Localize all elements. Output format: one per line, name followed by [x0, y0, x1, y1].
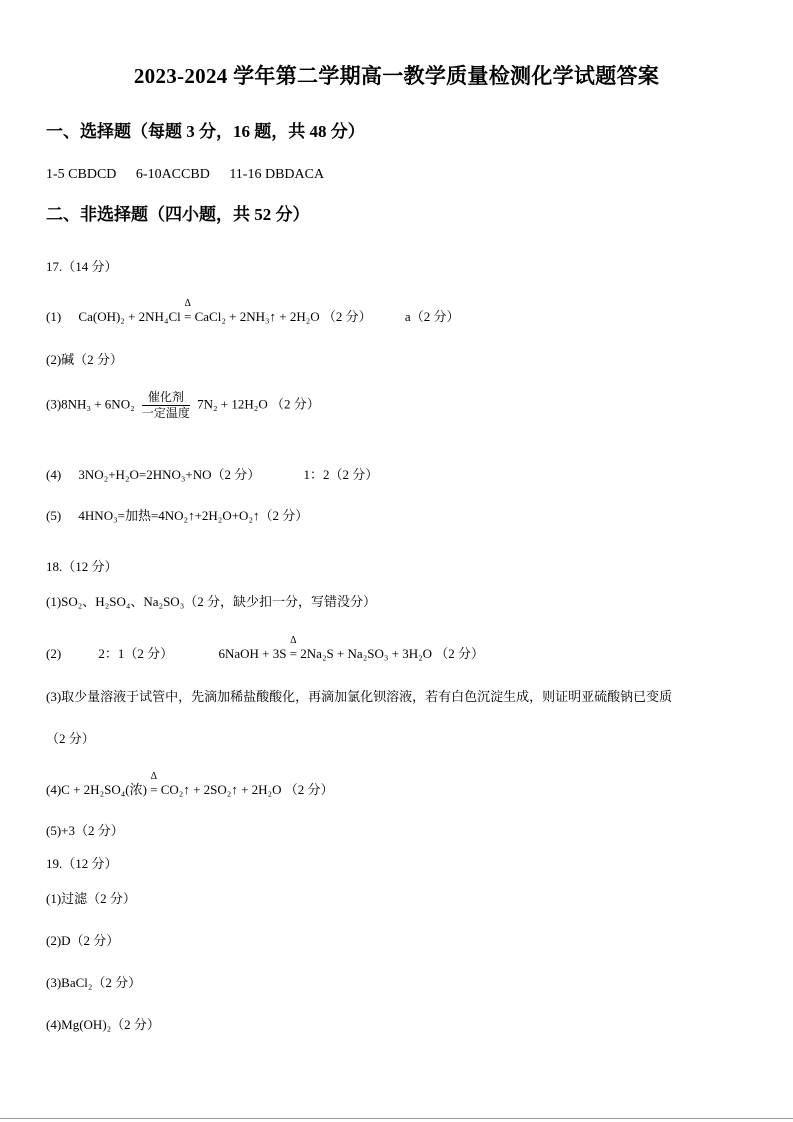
q18-part4-score: （2 分）	[284, 782, 334, 797]
q18-part2	[46, 635, 485, 662]
q19-part4: (4)Mg(OH)₂（2 分）	[46, 1017, 160, 1032]
q18-part2-ratio: 2：1（2 分）	[98, 646, 174, 661]
section1-heading: 一、选择题（每题 3 分，16 题，共 48 分）	[46, 122, 365, 141]
delta-symbol: Δ	[150, 771, 158, 782]
q18-part4-eq-sign: Δ =	[150, 771, 158, 797]
q18-part4-eq-right: CO₂↑ + 2SO₂↑ + 2H₂O	[160, 782, 282, 797]
q17-part1	[46, 298, 460, 325]
q18-part3-line1: (3)取少量溶液于试管中，先滴加稀盐酸酸化，再滴加氯化钡溶液，若有白色沉淀生成，则证明亚硫酸钠已变质	[46, 689, 673, 704]
page-title: 2023-2024 学年第二学期高一教学质量检测化学试题答案	[133, 64, 660, 88]
q17-part2: (2)碱（2 分）	[46, 352, 123, 367]
mcq-answer-11-16: 11-16 DBDACA	[229, 167, 325, 182]
q17-part1-score: （2 分）	[322, 309, 372, 324]
condition-temperature: 一定温度	[141, 406, 190, 420]
q17-part4-extra: 1：2（2 分）	[303, 467, 379, 482]
condition-catalyst: 催化剂	[142, 390, 190, 406]
q18-part2-eq-left: 6NaOH + 3S	[218, 646, 287, 661]
q18-part4-eq-left: C + 2H₂SO₄(浓)	[61, 782, 147, 797]
q19-part3: (3)BaCl₂（2 分）	[46, 975, 142, 990]
mcq-answer-6-10: 6-10ACCBD	[135, 167, 210, 182]
delta-symbol: Δ	[290, 635, 297, 646]
q17-part4-label: (4)	[46, 467, 62, 482]
q18-header: 18.（12 分）	[46, 559, 118, 574]
q18-part2-score: （2 分）	[435, 646, 485, 661]
q17-part3-condition	[142, 390, 190, 421]
q19-header: 19.（12 分）	[46, 856, 118, 871]
q17-part1-eq-right: CaCl₂ + 2NH₃↑ + 2H₂O	[194, 309, 320, 324]
page-bottom-divider	[0, 1118, 793, 1119]
q17-part3-eq-left: 8NH₃ + 6NO₂	[61, 396, 135, 412]
q18-part4-label: (4)	[46, 782, 62, 797]
q17-part3-label: (3)	[46, 396, 62, 412]
q17-part3	[46, 390, 320, 421]
q17-part1-eq-left: Ca(OH)₂ + 2NH₄Cl	[78, 309, 181, 324]
q17-part5-eq: 4HNO₃=加热=4NO₂↑+2H₂O+O₂↑（2 分）	[78, 508, 309, 523]
q17-part4	[46, 464, 378, 483]
q17-part5-label: (5)	[46, 508, 62, 523]
section2-heading: 二、非选择题（四小题，共 52 分）	[46, 205, 310, 224]
q18-part1: (1)SO₂、H₂SO₄、Na₂SO₃（2 分，缺少扣一分，写错没分）	[46, 594, 376, 609]
q17-part5	[46, 505, 308, 524]
q17-part1-extra: a（2 分）	[404, 309, 460, 324]
delta-symbol: Δ	[184, 298, 191, 309]
q18-part2-eq-sign: Δ =	[289, 635, 298, 661]
q18-part4	[46, 771, 334, 798]
q17-header: 17.（14 分）	[46, 259, 118, 274]
mcq-answer-1-5: 1-5 CBDCD	[46, 167, 117, 182]
q18-part5: (5)+3（2 分）	[46, 823, 124, 838]
q19-part2: (2)D（2 分）	[46, 933, 120, 948]
q18-part3-line2: （2 分）	[46, 731, 95, 746]
q18-part2-eq-right: 2Na₂S + Na₂SO₃ + 3H₂O	[300, 646, 433, 661]
q17-part4-eq: 3NO₂+H₂O=2HNO₃+NO（2 分）	[78, 467, 261, 482]
q17-part1-eq-sign: Δ =	[184, 298, 192, 324]
q17-part3-eq-right: 7N₂ + 12H₂O	[197, 396, 268, 412]
q17-part3-score: （2 分）	[270, 396, 320, 412]
q17-part1-label: (1)	[46, 309, 62, 324]
q18-part2-label: (2)	[46, 646, 62, 661]
mcq-answers	[46, 167, 340, 183]
q19-part1: (1)过滤（2 分）	[46, 891, 136, 906]
